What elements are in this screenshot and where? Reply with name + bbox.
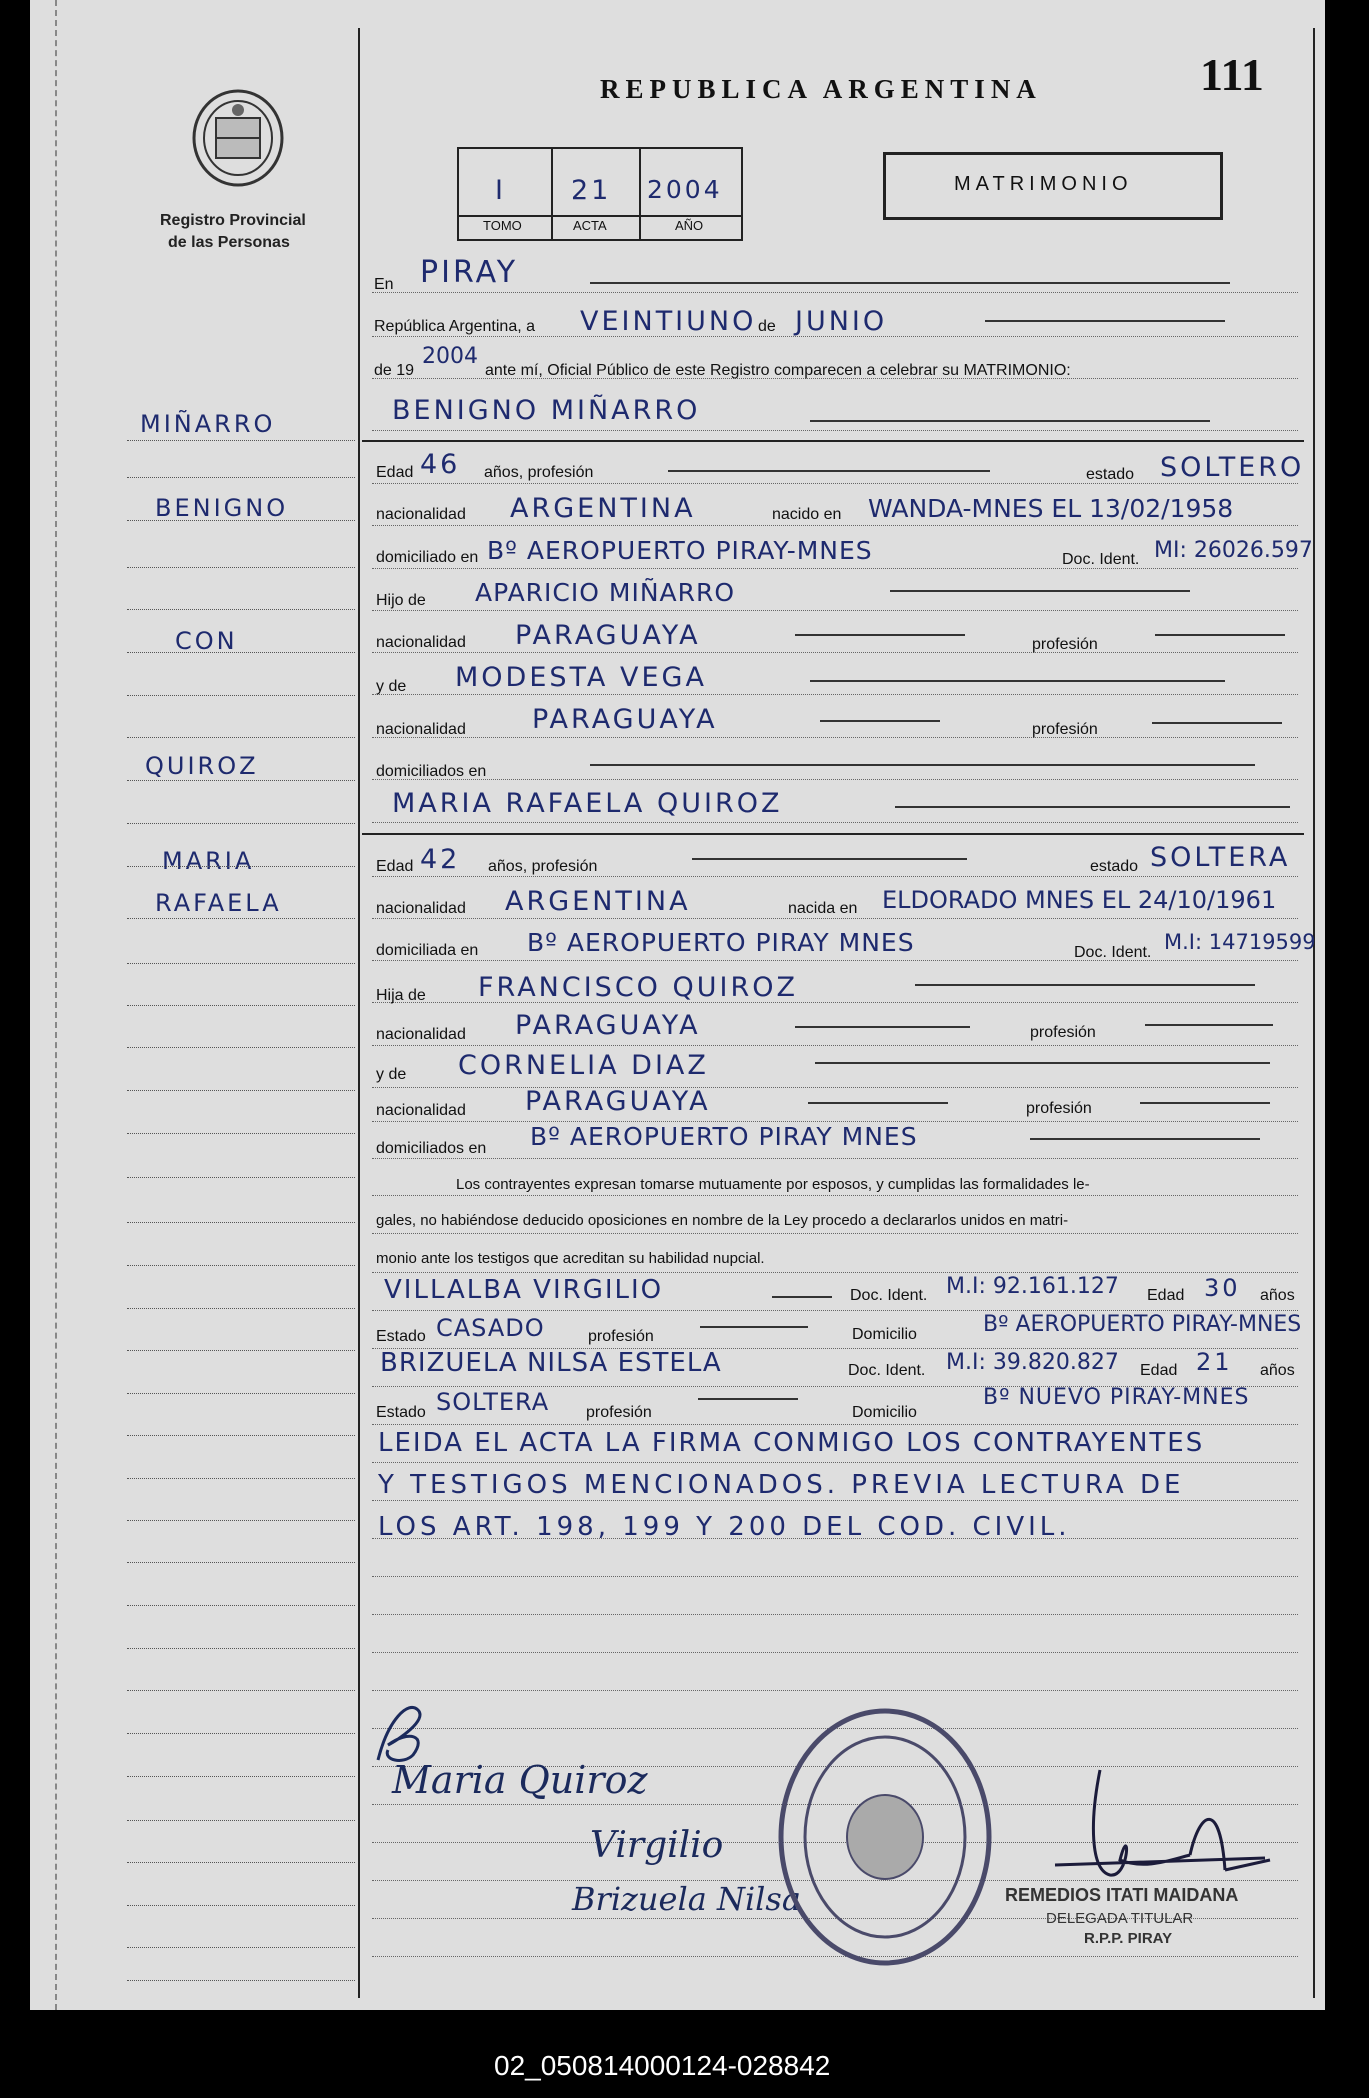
form-line — [372, 1310, 1298, 1311]
domicilio-label: Domicilio — [852, 1326, 917, 1343]
bride-mother: CORNELIA DIAZ — [458, 1050, 709, 1081]
profesion-label: profesión — [588, 1328, 654, 1345]
column-divider — [358, 28, 360, 1998]
margin-entry: CON — [175, 627, 238, 655]
margin-line — [127, 737, 355, 738]
form-line — [372, 610, 1298, 611]
ante-text: ante mí, Oficial Público de este Registro comparecen a celebrar su MATRIMONIO: — [485, 362, 1071, 379]
witness2-age: 21 — [1196, 1348, 1233, 1376]
page-title: REPUBLICA ARGENTINA — [600, 74, 1042, 104]
margin-line — [127, 1690, 355, 1691]
witness2-doc: M.I: 39.820.827 — [946, 1350, 1119, 1375]
y-de-label: y de — [376, 1066, 407, 1083]
margin-line — [127, 1905, 355, 1906]
official-name: REMEDIOS ITATI MAIDANA — [1005, 1885, 1239, 1905]
margin-line — [127, 609, 355, 610]
margin-entry: MIÑARRO — [140, 410, 276, 438]
witness1-age: 30 — [1204, 1274, 1241, 1302]
father-nac-label: nacionalidad — [376, 1026, 466, 1043]
form-line — [372, 779, 1298, 780]
form-line — [372, 737, 1298, 738]
estado-label: estado — [1090, 858, 1139, 875]
form-line — [372, 694, 1298, 695]
fill-dash — [772, 1296, 832, 1298]
witness1-estado: CASADO — [436, 1314, 545, 1342]
form-line — [372, 1195, 1298, 1196]
fill-dash — [820, 720, 940, 722]
form-line — [372, 430, 1298, 431]
acta-label: ACTA — [573, 218, 607, 233]
document-type-box — [883, 152, 1223, 220]
declaration-line: gales, no habiéndose deducido oposiciones en nombre de la Ley procedo a declararlos unidos en matri- — [376, 1212, 1069, 1229]
fill-dash — [698, 1398, 798, 1400]
witness2-name: BRIZUELA NILSA ESTELA — [380, 1348, 722, 1378]
margin-line — [127, 1605, 355, 1606]
fill-dash — [795, 1026, 970, 1028]
margin-line — [127, 695, 355, 696]
anos-profesion-label: años, profesión — [484, 464, 594, 481]
form-line — [372, 292, 1298, 293]
witness1-name: VILLALBA VIRGILIO — [384, 1275, 664, 1305]
form-line — [372, 876, 1298, 877]
estado-label: Estado — [376, 1404, 426, 1421]
form-line — [372, 1158, 1298, 1159]
official-seal — [775, 1705, 995, 1970]
estado-label: Estado — [376, 1328, 426, 1345]
witness1-signature: Virgilio — [590, 1825, 724, 1866]
bride-doc: M.I: 14719599 — [1164, 930, 1316, 954]
anos-label: años — [1260, 1362, 1295, 1379]
margin-line — [127, 1520, 355, 1521]
margin-line — [127, 1005, 355, 1006]
domiciliados-label: domiciliados en — [376, 763, 487, 780]
margin-entry: MARIA — [162, 847, 255, 875]
bride-domicilio: Bº AEROPUERTO PIRAY MNES — [527, 928, 915, 957]
place-value: PIRAY — [420, 255, 519, 290]
official-signature-icon — [1050, 1760, 1280, 1890]
nacionalidad-label: nacionalidad — [376, 900, 466, 917]
form-line — [372, 1576, 1298, 1577]
closing-line: LEIDA EL ACTA LA FIRMA CONMIGO LOS CONTRAYENTES — [378, 1428, 1205, 1458]
groom-estado: SOLTERO — [1160, 452, 1305, 483]
mother-nac-label: nacionalidad — [376, 1102, 466, 1119]
groom-nacionalidad: ARGENTINA — [510, 493, 696, 524]
form-line — [372, 1500, 1298, 1501]
nacido-label: nacido en — [772, 506, 842, 523]
margin-line — [127, 1862, 355, 1863]
office-code: R.P.P. PIRAY — [1084, 1930, 1173, 1947]
image-id: 02_050814000124-028842 — [494, 2050, 831, 2081]
fill-dash — [915, 984, 1255, 986]
margin-entry: QUIROZ — [145, 752, 259, 780]
margin-line — [127, 1435, 355, 1436]
closing-line: Y TESTIGOS MENCIONADOS. PREVIA LECTURA DE — [378, 1470, 1185, 1500]
margin-line — [127, 1393, 355, 1394]
form-line — [372, 1690, 1298, 1691]
bride-parents-domicilio: Bº AEROPUERTO PIRAY MNES — [530, 1122, 918, 1151]
domicilio-label: Domicilio — [852, 1404, 917, 1421]
margin-line — [127, 520, 355, 521]
bride-signature: Maria Quiroz — [392, 1758, 648, 1802]
margin-line — [127, 1308, 355, 1309]
declaration-line: monio ante los testigos que acreditan su habilidad nupcial. — [376, 1250, 765, 1267]
republica-label: República Argentina, a — [374, 318, 535, 335]
witness1-doc: M.I: 92.161.127 — [946, 1274, 1119, 1299]
bride-estado: SOLTERA — [1150, 842, 1291, 873]
official-title: DELEGADA TITULAR — [1046, 1910, 1194, 1927]
margin-line — [127, 1478, 355, 1479]
margin-line — [127, 1776, 355, 1777]
domiciliada-label: domiciliada en — [376, 942, 479, 959]
office-name: Registro Provincial — [160, 212, 306, 229]
year-label: de 19 — [374, 362, 415, 379]
form-line — [372, 1045, 1298, 1046]
profesion-label: profesión — [1026, 1100, 1092, 1117]
groom-age: 46 — [420, 449, 461, 480]
margin-line — [127, 1265, 355, 1266]
nacionalidad-label: nacionalidad — [376, 506, 466, 523]
fill-dash — [810, 420, 1210, 422]
margin-line — [127, 866, 355, 867]
form-line — [372, 1087, 1298, 1088]
fill-dash — [1152, 722, 1282, 724]
groom-mother: MODESTA VEGA — [455, 662, 707, 693]
y-de-label: y de — [376, 678, 407, 695]
acta-value: 21 — [571, 175, 612, 206]
form-line — [372, 960, 1298, 961]
fill-dash — [890, 590, 1190, 592]
margin-line — [127, 652, 355, 653]
page-number: 111 — [1200, 49, 1264, 100]
bride-father-nac: PARAGUAYA — [515, 1010, 701, 1041]
fill-dash — [815, 1062, 1270, 1064]
form-line — [372, 1424, 1298, 1425]
ano-label: AÑO — [675, 218, 704, 233]
groom-mother-nac: PARAGUAYA — [532, 704, 718, 735]
margin-line — [127, 1047, 355, 1048]
witness1-domicilio: Bº AEROPUERTO PIRAY-MNES — [983, 1312, 1302, 1337]
fill-dash — [692, 858, 967, 860]
father-nac-label: nacionalidad — [376, 634, 466, 651]
fill-dash — [1145, 1024, 1273, 1026]
fill-dash — [590, 282, 1230, 284]
margin-line — [127, 1947, 355, 1948]
section-separator — [362, 833, 1304, 835]
margin-line — [127, 918, 355, 919]
groom-name: BENIGNO MIÑARRO — [392, 395, 701, 426]
year-value: 2004 — [422, 344, 478, 369]
form-line — [372, 525, 1298, 526]
fill-dash — [700, 1326, 808, 1328]
margin-entry: BENIGNO — [155, 494, 289, 522]
month-value: JUNIO — [795, 306, 888, 337]
margin-line — [127, 1980, 355, 1981]
nacida-label: nacida en — [788, 900, 858, 917]
fill-dash — [895, 806, 1290, 808]
form-line — [372, 1652, 1298, 1653]
bride-nacionalidad: ARGENTINA — [505, 886, 691, 917]
fill-dash — [590, 764, 1255, 766]
hija-label: Hija de — [376, 987, 426, 1004]
margin-line — [127, 1350, 355, 1351]
mother-nac-label: nacionalidad — [376, 721, 466, 738]
margin-line — [127, 1177, 355, 1178]
ano-value: 2004 — [647, 175, 723, 204]
tomo-label: TOMO — [483, 218, 522, 233]
left-margin-rule — [55, 0, 57, 2010]
declaration-line: Los contrayentes expresan tomarse mutuamente por esposos, y cumplidas las formalidades le- — [456, 1176, 1090, 1193]
doc-label: Doc. Ident. — [848, 1362, 926, 1379]
anos-profesion-label: años, profesión — [488, 858, 598, 875]
margin-line — [127, 1648, 355, 1649]
fill-dash — [1030, 1138, 1260, 1140]
doc-label: Doc. Ident. — [1062, 551, 1140, 568]
bride-father: FRANCISCO QUIROZ — [478, 972, 798, 1003]
anos-label: años — [1260, 1287, 1295, 1304]
witness2-estado: SOLTERA — [436, 1388, 550, 1416]
form-line — [372, 1462, 1298, 1463]
margin-line — [127, 440, 355, 441]
margin-line — [127, 780, 355, 781]
fill-dash — [668, 470, 990, 472]
edad-label: Edad — [1140, 1362, 1178, 1379]
margin-line — [127, 477, 355, 478]
profesion-label: profesión — [1030, 1024, 1096, 1041]
groom-father: APARICIO MIÑARRO — [475, 578, 736, 607]
groom-domicilio: Bº AEROPUERTO PIRAY-MNES — [487, 536, 873, 565]
margin-line — [127, 823, 355, 824]
fill-dash — [808, 1102, 948, 1104]
tomo-value: I — [495, 175, 506, 206]
fill-dash — [1155, 634, 1285, 636]
witness2-domicilio: Bº NUEVO PIRAY-MNES — [983, 1385, 1250, 1410]
profesion-label: profesión — [586, 1404, 652, 1421]
day-value: VEINTIUNO — [580, 306, 757, 337]
de-label: de — [758, 318, 776, 335]
domiciliado-label: domiciliado en — [376, 549, 479, 566]
office-name-2: de las Personas — [168, 234, 290, 251]
footer-bar — [0, 2040, 1369, 2098]
witness2-signature: Brizuela Nilsa — [572, 1880, 801, 1918]
groom-father-nac: PARAGUAYA — [515, 620, 701, 651]
document-type: MATRIMONIO — [954, 173, 1133, 195]
profesion-label: profesión — [1032, 721, 1098, 738]
registry-seal-icon — [190, 88, 286, 188]
fill-dash — [795, 634, 965, 636]
margin-entry: RAFAELA — [155, 889, 282, 917]
margin-line — [127, 1733, 355, 1734]
doc-label: Doc. Ident. — [1074, 944, 1152, 961]
margin-line — [127, 1820, 355, 1821]
margin-line — [127, 567, 355, 568]
margin-line — [127, 1222, 355, 1223]
groom-birthplace: WANDA-MNES EL 13/02/1958 — [868, 494, 1234, 523]
section-separator — [362, 440, 1304, 442]
record-number-box — [457, 147, 743, 241]
fill-dash — [1140, 1102, 1270, 1104]
fill-dash — [810, 680, 1225, 682]
form-line — [372, 918, 1298, 919]
edad-label: Edad — [1147, 1287, 1185, 1304]
fill-dash — [985, 320, 1225, 322]
form-line — [372, 1614, 1298, 1615]
bride-birthplace: ELDORADO MNES EL 24/10/1961 — [882, 886, 1277, 914]
closing-line: LOS ART. 198, 199 Y 200 DEL COD. CIVIL. — [378, 1512, 1071, 1542]
groom-doc: MI: 26026.597 — [1154, 538, 1313, 563]
edad-label: Edad — [376, 464, 414, 481]
bride-age: 42 — [420, 844, 461, 875]
estado-label: estado — [1086, 466, 1135, 483]
bride-mother-nac: PARAGUAYA — [525, 1086, 711, 1117]
en-label: En — [374, 276, 394, 293]
margin-line — [127, 963, 355, 964]
bride-name: MARIA RAFAELA QUIROZ — [392, 788, 783, 819]
profesion-label: profesión — [1032, 636, 1098, 653]
doc-label: Doc. Ident. — [850, 1287, 928, 1304]
form-line — [372, 1233, 1298, 1234]
form-line — [372, 1272, 1298, 1273]
margin-line — [127, 1133, 355, 1134]
right-border — [1313, 28, 1315, 1998]
form-line — [372, 568, 1298, 569]
hijo-label: Hijo de — [376, 592, 426, 609]
form-line — [372, 652, 1298, 653]
domiciliados-label: domiciliados en — [376, 1140, 487, 1157]
form-line — [372, 822, 1298, 823]
edad-label: Edad — [376, 858, 414, 875]
margin-line — [127, 1562, 355, 1563]
form-line — [372, 483, 1298, 484]
margin-line — [127, 1090, 355, 1091]
